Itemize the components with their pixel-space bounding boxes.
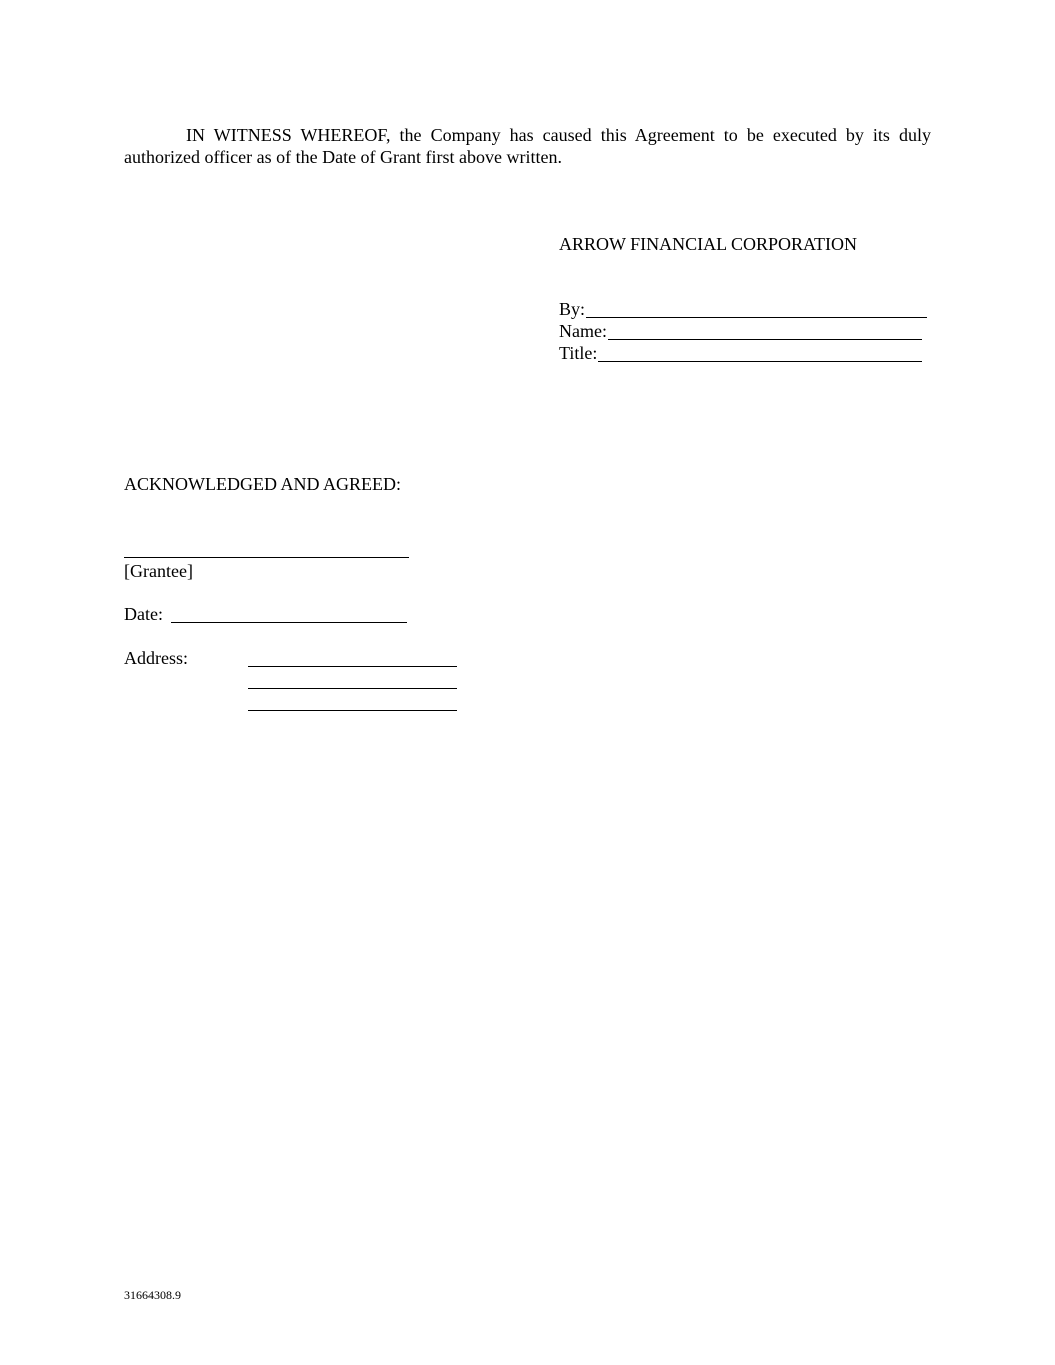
date-label: Date: <box>124 604 163 624</box>
company-name: ARROW FINANCIAL CORPORATION <box>559 234 858 254</box>
title-signature-line[interactable] <box>598 361 922 362</box>
name-signature-line[interactable] <box>608 339 922 340</box>
grantee-signature-line[interactable] <box>124 557 409 558</box>
name-label: Name: <box>559 321 607 341</box>
witness-paragraph: IN WITNESS WHEREOF, the Company has caused this Agreement to be executed by its duly authorized officer as of the Date of Grant first above written. <box>124 125 931 167</box>
document-id: 31664308.9 <box>124 1288 181 1302</box>
address-label: Address: <box>124 648 188 668</box>
address-line-3[interactable] <box>248 710 457 711</box>
acknowledged-heading: ACKNOWLEDGED AND AGREED: <box>124 474 401 494</box>
address-line-1[interactable] <box>248 666 457 667</box>
date-line[interactable] <box>171 622 407 623</box>
grantee-label: [Grantee] <box>124 561 193 581</box>
title-label: Title: <box>559 343 598 363</box>
address-line-2[interactable] <box>248 688 457 689</box>
by-label: By: <box>559 299 586 319</box>
by-signature-line[interactable] <box>586 317 927 318</box>
